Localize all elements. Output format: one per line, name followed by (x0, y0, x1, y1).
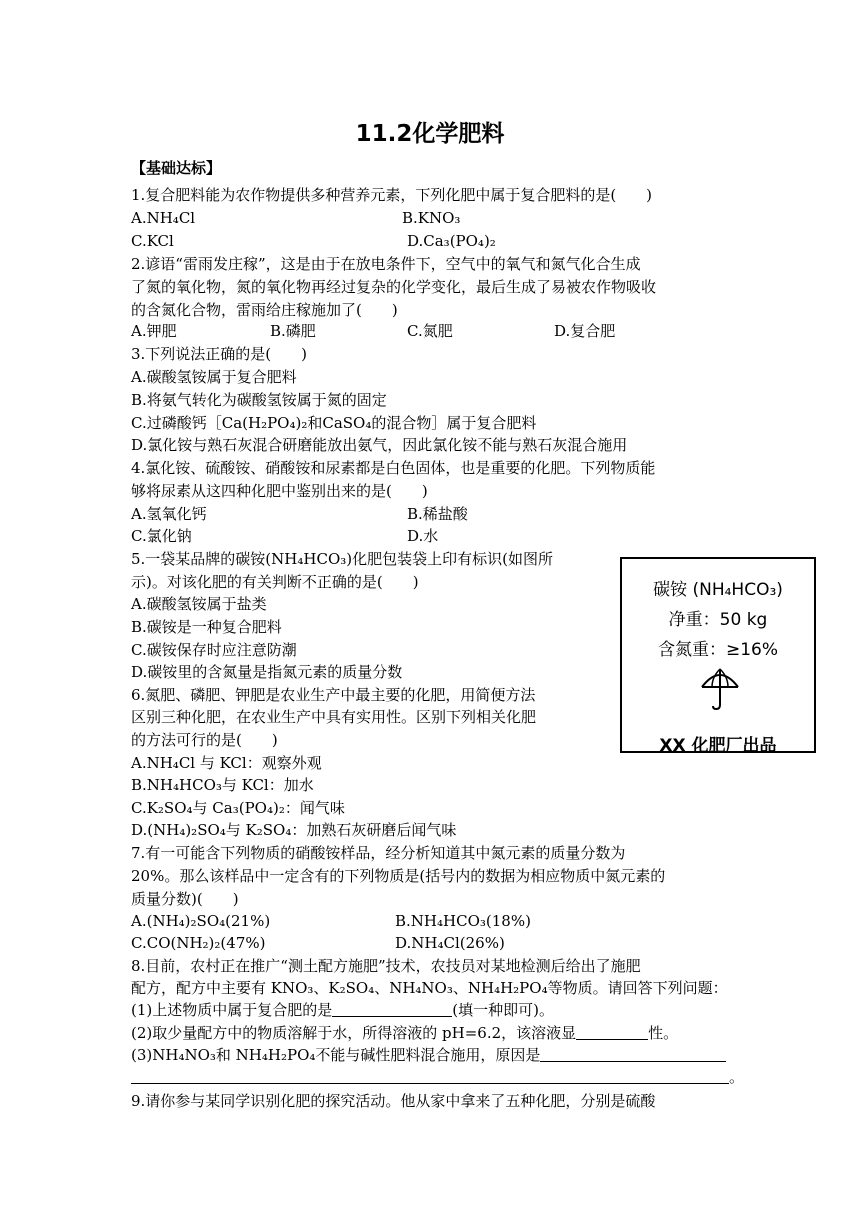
question-2-line-3: 的含氮化合物，雷雨给庄稼施加了( ) (131, 301, 398, 319)
q6-option-c: C.K₂SO₄与 Ca₃(PO₄)₂：闻气味 (131, 799, 345, 817)
q8-answer-blank-3[interactable] (540, 1046, 726, 1062)
q3-option-b: B.将氨气转化为碳酸氢铵属于氮的固定 (131, 391, 387, 409)
q7-option-a: A.(NH₄)₂SO₄(21%) (131, 912, 271, 930)
q8-sub-2-text: (2)取少量配方中的物质溶解于水，所得溶液的 pH=6.2，该溶液显 (131, 1024, 577, 1042)
question-2-line-1: 2.谚语“雷雨发庄稼”，这是由于在放电条件下，空气中的氧气和氮气化合生成 (131, 255, 641, 273)
label-nitrogen-content: 含氮重：≥16% (657, 640, 779, 660)
q2-option-a: A.钾肥 (131, 322, 177, 340)
question-4-line-2: 够将尿素从这四种化肥中鉴别出来的是( ) (131, 482, 428, 500)
question-8-line-1: 8.目前，农村正在推广“测土配方施肥”技术，农技员对某地检测后给出了施肥 (131, 957, 641, 975)
q7-option-c: C.CO(NH₂)₂(47%) (131, 934, 266, 952)
question-6-line-1: 6.氮肥、磷肥、钾肥是农业生产中最主要的化肥，用简便方法 (131, 686, 536, 704)
section-heading: 【基础达标】 (131, 159, 222, 177)
q7-option-b: B.NH₄HCO₃(18%) (395, 912, 531, 930)
q1-option-d: D.Ca₃(PO₄)₂ (407, 232, 496, 250)
q8-sub-3-end: 。 (729, 1068, 745, 1086)
q1-option-c: C.KCl (131, 232, 174, 250)
q6-option-a: A.NH₄Cl 与 KCl：观察外观 (131, 754, 322, 772)
question-3-stem: 3.下列说法正确的是( ) (131, 345, 308, 363)
question-5-line-1: 5.一袋某品牌的碳铵(NH₄HCO₃)化肥包装袋上印有标识(如图所 (131, 550, 553, 568)
q6-option-d: D.(NH₄)₂SO₄与 K₂SO₄：加熟石灰研磨后闻气味 (131, 821, 457, 839)
q5-option-b: B.碳铵是一种复合肥料 (131, 618, 282, 636)
q5-option-a: A.碳酸氢铵属于盐类 (131, 595, 267, 613)
question-7-line-3: 质量分数)( ) (131, 890, 239, 908)
question-7-line-1: 7.有一可能含下列物质的硝酸铵样品，经分析知道其中氮元素的质量分数为 (131, 844, 626, 862)
q4-option-d: D.水 (407, 527, 439, 545)
question-5-line-2: 示)。对该化肥的有关判断不正确的是( ) (131, 573, 419, 591)
q1-option-a: A.NH₄Cl (131, 209, 196, 227)
q8-sub-2-tail: 性。 (648, 1024, 679, 1042)
q8-answer-blank-3b[interactable] (131, 1068, 729, 1084)
q1-option-b: B.KNO₃ (402, 209, 461, 227)
q5-option-c: C.碳铵保存时应注意防潮 (131, 641, 297, 659)
q2-option-b: B.磷肥 (270, 322, 316, 340)
question-7-line-2: 20%。那么该样品中一定含有的下列物质是(括号内的数据为相应物质中氮元素的 (131, 867, 666, 885)
q8-sub-1-tail: (填一种即可)。 (452, 1001, 554, 1019)
q8-answer-blank-2[interactable] (576, 1024, 648, 1040)
question-1-stem: 1.复合肥料能为农作物提供多种营养元素，下列化肥中属于复合肥料的是( ) (131, 186, 653, 204)
question-4-line-1: 4.氯化铵、硫酸铵、硝酸铵和尿素都是白色固体，也是重要的化肥。下列物质能 (131, 459, 656, 477)
q6-option-b: B.NH₄HCO₃与 KCl：加水 (131, 776, 314, 794)
q8-sub-1-text: (1)上述物质中属于复合肥的是 (131, 1001, 333, 1019)
q3-option-c: C.过磷酸钙［Ca(H₂PO₄)₂和CaSO₄的混合物］属于复合肥料 (131, 414, 537, 432)
question-8-line-2: 配方，配方中主要有 KNO₃、K₂SO₄、NH₄NO₃、NH₄H₂PO₄等物质。请回答下列问题： (131, 979, 728, 997)
q5-option-d: D.碳铵里的含氮量是指氮元素的质量分数 (131, 663, 403, 681)
q8-sub-3 (131, 1044, 726, 1066)
label-manufacturer: XX 化肥厂出品 (659, 736, 777, 756)
q2-option-d: D.复合肥 (554, 322, 616, 340)
q8-sub-3-continued (131, 1066, 744, 1088)
q8-answer-blank-1[interactable] (332, 1001, 452, 1017)
page-title: 11.2化学肥料 (355, 121, 505, 147)
fertilizer-label-figure (620, 557, 816, 756)
question-6-line-3: 的方法可行的是( ) (131, 731, 278, 749)
q8-sub-2 (131, 1022, 678, 1044)
q3-option-d: D.氯化铵与熟石灰混合研磨能放出氨气，因此氯化铵不能与熟石灰混合施用 (131, 436, 628, 454)
umbrella-keep-dry-icon (700, 667, 740, 715)
question-2-line-2: 了氮的氧化物，氮的氧化物再经过复杂的化学变化，最后生成了易被农作物吸收 (131, 278, 657, 296)
label-product-name: 碳铵 (NH₄HCO₃) (653, 580, 783, 600)
q8-sub-3-text: (3)NH₄NO₃和 NH₄H₂PO₄不能与碱性肥料混合施用，原因是 (131, 1046, 541, 1064)
q8-sub-1 (131, 999, 554, 1021)
q4-option-c: C.氯化钠 (131, 527, 192, 545)
q2-option-c: C.氮肥 (407, 322, 453, 340)
q4-option-b: B.稀盐酸 (407, 505, 468, 523)
q7-option-d: D.NH₄Cl(26%) (395, 934, 505, 952)
question-9-line-1: 9.请你参与某同学识别化肥的探究活动。他从家中拿来了五种化肥，分别是硫酸 (131, 1092, 656, 1110)
question-6-line-2: 区别三种化肥，在农业生产中具有实用性。区别下列相关化肥 (131, 708, 537, 726)
q4-option-a: A.氢氧化钙 (131, 505, 207, 523)
label-net-weight: 净重：50 kg (668, 610, 768, 630)
q3-option-a: A.碳酸氢铵属于复合肥料 (131, 368, 297, 386)
